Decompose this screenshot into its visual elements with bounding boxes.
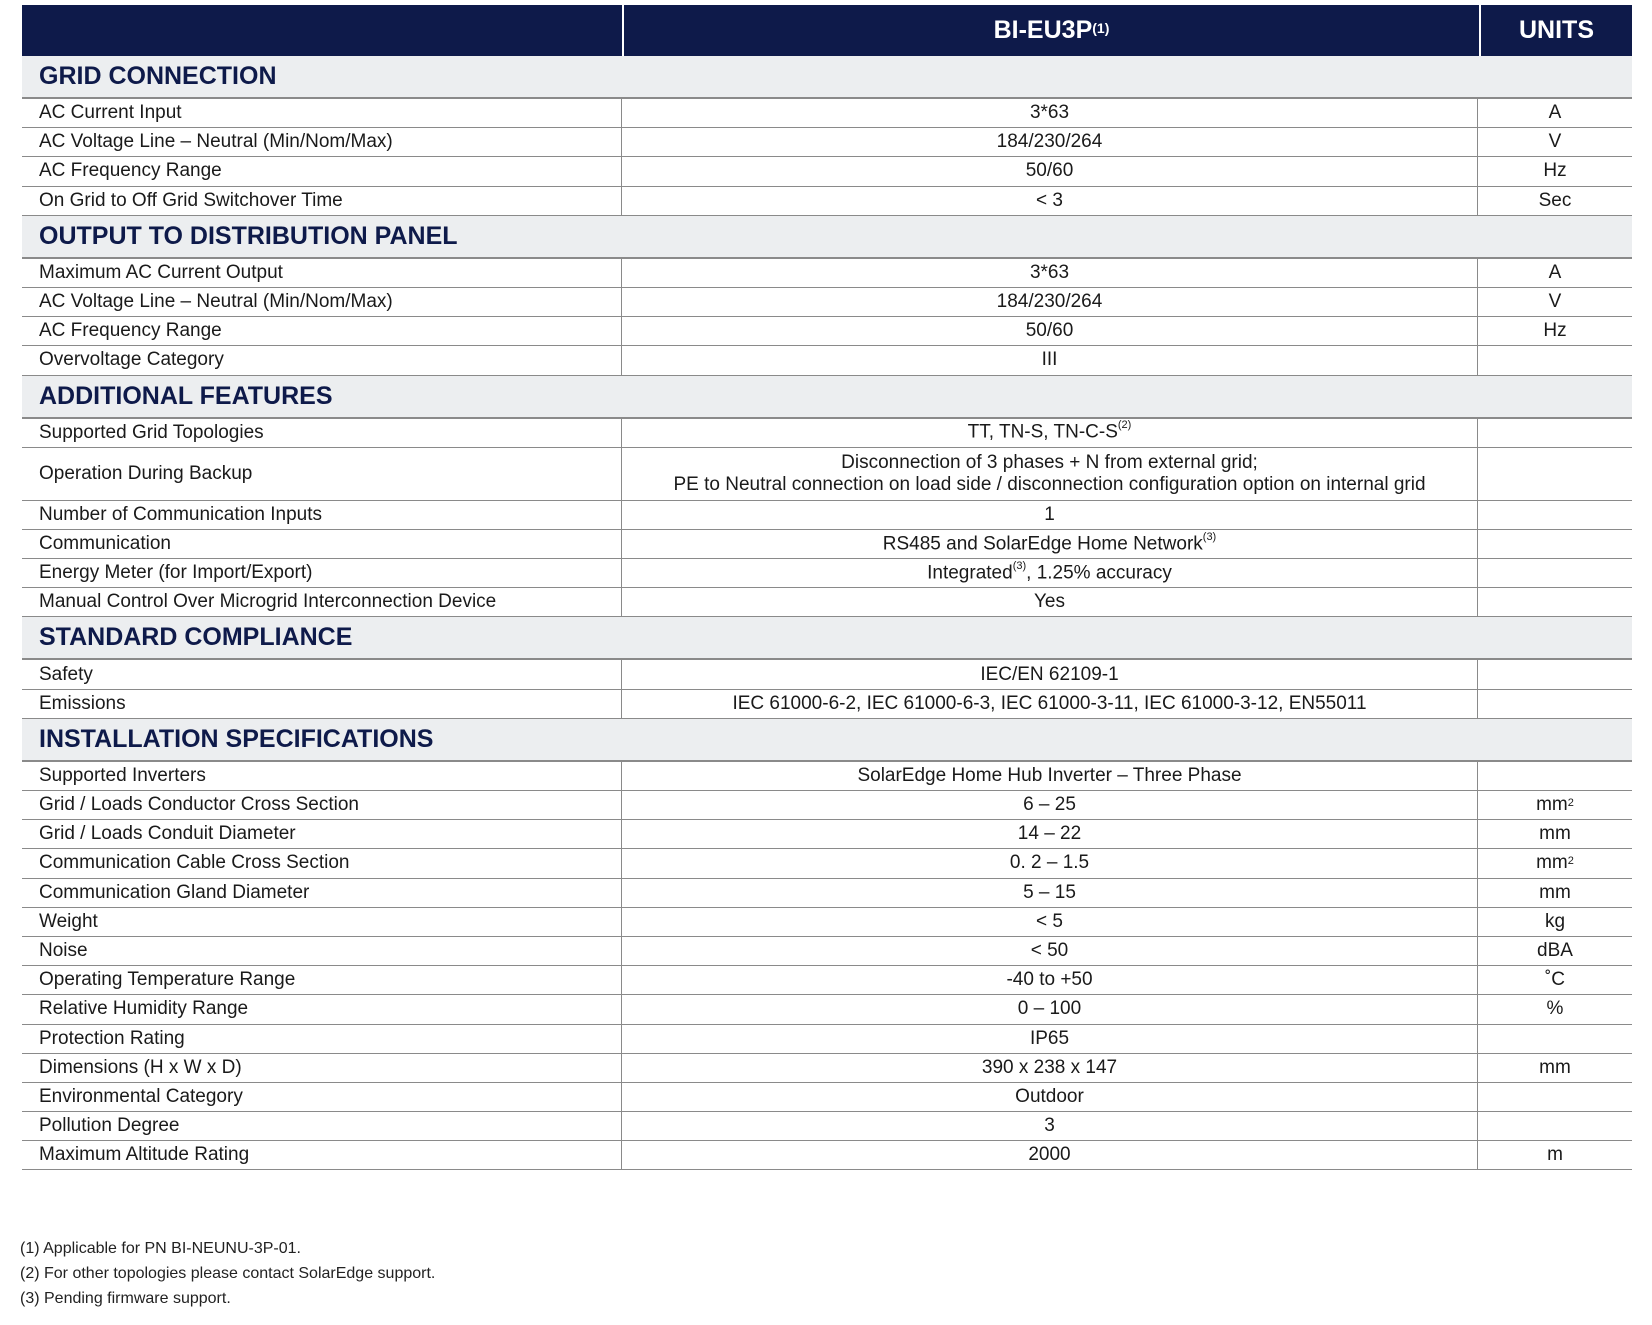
spec-label: Supported Inverters <box>22 762 622 790</box>
spec-label: Pollution Degree <box>22 1112 622 1140</box>
spec-value-line: Disconnection of 3 phases + N from external grid; <box>841 451 1258 473</box>
spec-unit: Hz <box>1543 160 1567 182</box>
spec-unit <box>1478 1083 1632 1111</box>
spec-value-line: 184/230/264 <box>996 291 1103 313</box>
spec-value <box>622 966 1478 994</box>
table-row <box>22 588 1632 617</box>
table-row <box>22 1112 1632 1141</box>
spec-value <box>622 187 1478 215</box>
spec-value-line: 1 <box>1044 503 1055 525</box>
spec-label: Grid / Loads Conductor Cross Section <box>22 791 622 819</box>
unit-exponent: 2 <box>1567 797 1574 810</box>
table-row <box>22 128 1632 157</box>
spec-unit: Sec <box>1538 189 1572 211</box>
spec-value-line: Yes <box>1034 591 1065 613</box>
spec-value <box>622 530 1478 558</box>
footnote: (1) Applicable for PN BI-NEUNU-3P-01. <box>20 1240 301 1257</box>
spec-value-line: IEC 61000-6-2, IEC 61000-6-3, IEC 61000-3-11, IEC 61000-3-12, EN55011 <box>732 692 1367 714</box>
spec-value-line: 50/60 <box>1025 320 1074 342</box>
table-row <box>22 501 1632 530</box>
spec-value <box>622 317 1478 345</box>
spec-unit: mm <box>1539 823 1571 845</box>
spec-value-line: < 3 <box>1036 189 1063 211</box>
spec-unit <box>1478 530 1632 558</box>
spec-table <box>22 5 1632 1170</box>
table-row <box>22 937 1632 966</box>
spec-unit: kg <box>1544 910 1566 932</box>
spec-unit <box>1478 1025 1632 1053</box>
spec-value-line: 3*63 <box>1029 261 1070 283</box>
spec-label: Energy Meter (for Import/Export) <box>22 559 622 587</box>
spec-value-line: 50/60 <box>1025 160 1074 182</box>
spec-value <box>622 259 1478 287</box>
footnote: (2) For other topologies please contact SolarEdge support. <box>20 1265 436 1282</box>
spec-value-line: PE to Neutral connection on load side / disconnection configuration option on internal grid <box>673 473 1426 495</box>
spec-unit <box>1478 346 1632 374</box>
spec-value <box>622 448 1478 500</box>
spec-label: Dimensions (H x W x D) <box>22 1054 622 1082</box>
spec-unit: m <box>1547 1144 1563 1166</box>
spec-label: Grid / Loads Conduit Diameter <box>22 820 622 848</box>
table-row <box>22 288 1632 317</box>
spec-value <box>622 1112 1478 1140</box>
table-row <box>22 1025 1632 1054</box>
spec-value-line: IEC/EN 62109-1 <box>980 663 1119 685</box>
spec-value <box>622 690 1478 718</box>
spec-label: AC Voltage Line – Neutral (Min/Nom/Max) <box>22 288 622 316</box>
spec-unit: Hz <box>1543 320 1567 342</box>
header-blank-cell <box>22 5 624 56</box>
spec-unit: % <box>1546 998 1564 1020</box>
spec-label: Protection Rating <box>22 1025 622 1053</box>
spec-label: Environmental Category <box>22 1083 622 1111</box>
table-row <box>22 419 1632 448</box>
footnote-ref: (2) <box>1117 419 1132 432</box>
spec-value <box>622 99 1478 127</box>
header-model-text: BI-EU3P <box>993 16 1093 44</box>
spec-value-line: 5 – 15 <box>1023 881 1076 903</box>
spec-value-line: 3*63 <box>1029 102 1070 124</box>
spec-label: Communication Gland Diameter <box>22 879 622 907</box>
spec-value-line: IP65 <box>1029 1027 1070 1049</box>
section-header: STANDARD COMPLIANCE <box>22 617 1632 660</box>
spec-label: Maximum Altitude Rating <box>22 1141 622 1169</box>
spec-value <box>622 995 1478 1023</box>
table-row <box>22 1141 1632 1170</box>
spec-unit: mm <box>1539 1056 1571 1078</box>
spec-label: AC Voltage Line – Neutral (Min/Nom/Max) <box>22 128 622 156</box>
spec-label: Emissions <box>22 690 622 718</box>
table-row <box>22 99 1632 128</box>
spec-unit <box>1478 660 1632 688</box>
table-row <box>22 762 1632 791</box>
spec-value-line: 0 – 100 <box>1017 998 1082 1020</box>
spec-value-line: -40 to +50 <box>1006 969 1093 991</box>
spec-label: Noise <box>22 937 622 965</box>
spec-value-line: Integrated$^{(3)}$, 1.25% accuracy <box>927 559 1172 584</box>
spec-value-line: 14 – 22 <box>1017 823 1082 845</box>
header-model-sup: (1) <box>1092 19 1110 36</box>
spec-value <box>622 419 1478 447</box>
spec-value <box>622 791 1478 819</box>
table-row <box>22 317 1632 346</box>
spec-value-line: 0. 2 – 1.5 <box>1009 852 1090 874</box>
spec-label: Safety <box>22 660 622 688</box>
spec-value-line: 3 <box>1044 1115 1055 1137</box>
table-row <box>22 1083 1632 1112</box>
spec-value <box>622 1025 1478 1053</box>
spec-unit <box>1478 762 1632 790</box>
table-row <box>22 879 1632 908</box>
footnotes <box>20 1236 435 1311</box>
table-row <box>22 559 1632 588</box>
table-row <box>22 157 1632 186</box>
footnote: (3) Pending firmware support. <box>20 1290 231 1307</box>
spec-value-line: 184/230/264 <box>996 131 1103 153</box>
spec-label: AC Current Input <box>22 99 622 127</box>
spec-unit <box>1478 559 1632 587</box>
spec-value-line: III <box>1041 349 1058 371</box>
spec-label: Communication Cable Cross Section <box>22 849 622 877</box>
spec-label: Operating Temperature Range <box>22 966 622 994</box>
spec-unit: dBA <box>1537 940 1573 962</box>
header-model <box>624 5 1481 56</box>
spec-value <box>622 288 1478 316</box>
spec-label: AC Frequency Range <box>22 317 622 345</box>
spec-label: Number of Communication Inputs <box>22 501 622 529</box>
spec-label: Maximum AC Current Output <box>22 259 622 287</box>
table-row <box>22 966 1632 995</box>
spec-value-line: < 5 <box>1036 910 1063 932</box>
spec-value <box>622 1083 1478 1111</box>
spec-unit: mm $^2$ <box>1536 852 1574 874</box>
table-row <box>22 660 1632 689</box>
spec-label: Relative Humidity Range <box>22 995 622 1023</box>
spec-value <box>622 346 1478 374</box>
spec-value-line: SolarEdge Home Hub Inverter – Three Phase <box>857 764 1242 786</box>
spec-value <box>622 559 1478 587</box>
spec-unit: ˚C <box>1544 969 1566 991</box>
section-header: ADDITIONAL FEATURES <box>22 376 1632 419</box>
spec-unit <box>1478 588 1632 616</box>
unit-exponent: 2 <box>1567 855 1574 868</box>
spec-value-line: 6 – 25 <box>1023 794 1076 816</box>
spec-value-line: TT, TN-S, $TN-C-S^{(2)}$ <box>967 419 1132 443</box>
table-row <box>22 1054 1632 1083</box>
footnote-ref: (3) <box>1012 559 1027 572</box>
spec-unit: V <box>1548 291 1562 313</box>
table-row <box>22 259 1632 288</box>
spec-value <box>622 1141 1478 1169</box>
table-row <box>22 530 1632 559</box>
spec-unit <box>1478 419 1632 447</box>
spec-value <box>622 879 1478 907</box>
spec-label: AC Frequency Range <box>22 157 622 185</box>
table-row <box>22 908 1632 937</box>
spec-value <box>622 908 1478 936</box>
table-row <box>22 690 1632 719</box>
spec-value-line: 390 x 238 x 147 <box>981 1056 1118 1078</box>
spec-label: Supported Grid Topologies <box>22 419 622 447</box>
table-row <box>22 448 1632 501</box>
spec-value <box>622 157 1478 185</box>
spec-unit: mm $^2$ <box>1536 794 1574 816</box>
footnote-ref: (3) <box>1202 530 1217 543</box>
spec-value <box>622 588 1478 616</box>
spec-value-line: RS485 and SolarEdge Home Network$^{(3)}$ <box>882 530 1217 555</box>
section-header: GRID CONNECTION <box>22 56 1632 99</box>
table-row <box>22 995 1632 1024</box>
spec-label: Weight <box>22 908 622 936</box>
spec-unit <box>1478 1112 1632 1140</box>
spec-value <box>622 937 1478 965</box>
table-row <box>22 820 1632 849</box>
spec-value <box>622 820 1478 848</box>
spec-unit: A <box>1548 261 1562 283</box>
section-header: INSTALLATION SPECIFICATIONS <box>22 719 1632 762</box>
spec-value <box>622 660 1478 688</box>
spec-unit: mm <box>1539 881 1571 903</box>
spec-unit <box>1478 448 1632 500</box>
spec-value <box>622 128 1478 156</box>
spec-label: Communication <box>22 530 622 558</box>
table-body <box>22 56 1632 1170</box>
spec-value <box>622 1054 1478 1082</box>
table-row <box>22 346 1632 375</box>
spec-value-line: < 50 <box>1030 940 1069 962</box>
spec-label: Overvoltage Category <box>22 346 622 374</box>
table-row <box>22 791 1632 820</box>
spec-unit <box>1478 690 1632 718</box>
section-header: OUTPUT TO DISTRIBUTION PANEL <box>22 216 1632 259</box>
spec-label: Manual Control Over Microgrid Interconnection Device <box>22 588 622 616</box>
spec-label: On Grid to Off Grid Switchover Time <box>22 187 622 215</box>
spec-value-line: 2000 <box>1028 1144 1071 1166</box>
spec-value <box>622 849 1478 877</box>
table-header <box>22 5 1632 56</box>
spec-value <box>622 501 1478 529</box>
table-row <box>22 187 1632 216</box>
header-units: UNITS <box>1519 16 1594 44</box>
spec-value <box>622 762 1478 790</box>
spec-value-line: Outdoor <box>1015 1085 1084 1107</box>
spec-unit <box>1478 501 1632 529</box>
spec-label: Operation During Backup <box>22 448 622 500</box>
spec-unit: V <box>1548 131 1562 153</box>
spec-unit: A <box>1548 102 1562 124</box>
table-row <box>22 849 1632 878</box>
